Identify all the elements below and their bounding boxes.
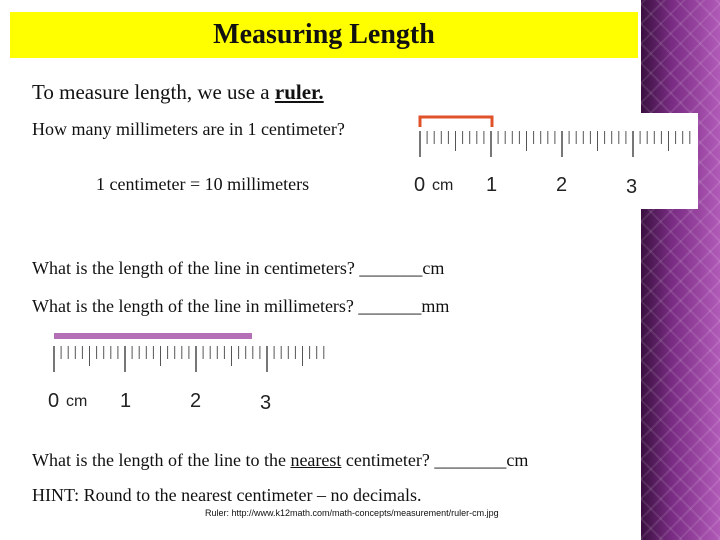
ruler-top-image	[412, 113, 698, 209]
ruler-top-label-1: 1	[486, 174, 498, 196]
slide-title: Measuring Length	[213, 19, 435, 50]
question-nearest-suffix: centimeter? ________cm	[345, 450, 529, 470]
ruler-bottom-label-3: 3	[260, 392, 272, 412]
question-length-cm: What is the length of the line in centimeters? _______cm	[32, 258, 445, 278]
image-credit: Ruler: http://www.k12math.com/math-concepts/measurement/ruler-cm.jpg	[205, 508, 499, 518]
title-bar	[10, 12, 638, 58]
answer-mm-in-cm: 1 centimeter = 10 millimeters	[96, 174, 310, 194]
decorative-side-panel	[641, 0, 720, 540]
ruler-top-label-0: 0	[414, 174, 426, 196]
question-nearest-highlight: nearest	[290, 450, 342, 470]
intro-prefix: To measure length, we use a	[32, 80, 270, 104]
ruler-bottom-image	[38, 330, 330, 412]
ruler-bottom-label-2: 2	[190, 390, 202, 412]
ruler-top-unit-label: cm	[432, 177, 454, 194]
intro-text	[32, 80, 324, 105]
ruler-top-label-2: 2	[556, 174, 568, 196]
ruler-bottom-label-0: 0	[48, 390, 60, 412]
ruler-top-label-3: 3	[626, 176, 638, 198]
question-nearest-cm	[32, 450, 528, 471]
intro-highlight-ruler: ruler.	[274, 80, 324, 104]
question-nearest-prefix: What is the length of the line to the	[32, 450, 286, 470]
question-mm-in-cm: How many millimeters are in 1 centimeter?	[32, 119, 345, 139]
hint-text: HINT: Round to the nearest centimeter – no decimals.	[32, 485, 422, 505]
ruler-bottom-label-1: 1	[120, 390, 132, 412]
question-length-mm: What is the length of the line in millimeters? _______mm	[32, 296, 450, 316]
ruler-top-background	[412, 113, 698, 209]
ruler-bottom-unit-label: cm	[66, 393, 88, 410]
measured-line	[54, 333, 252, 339]
